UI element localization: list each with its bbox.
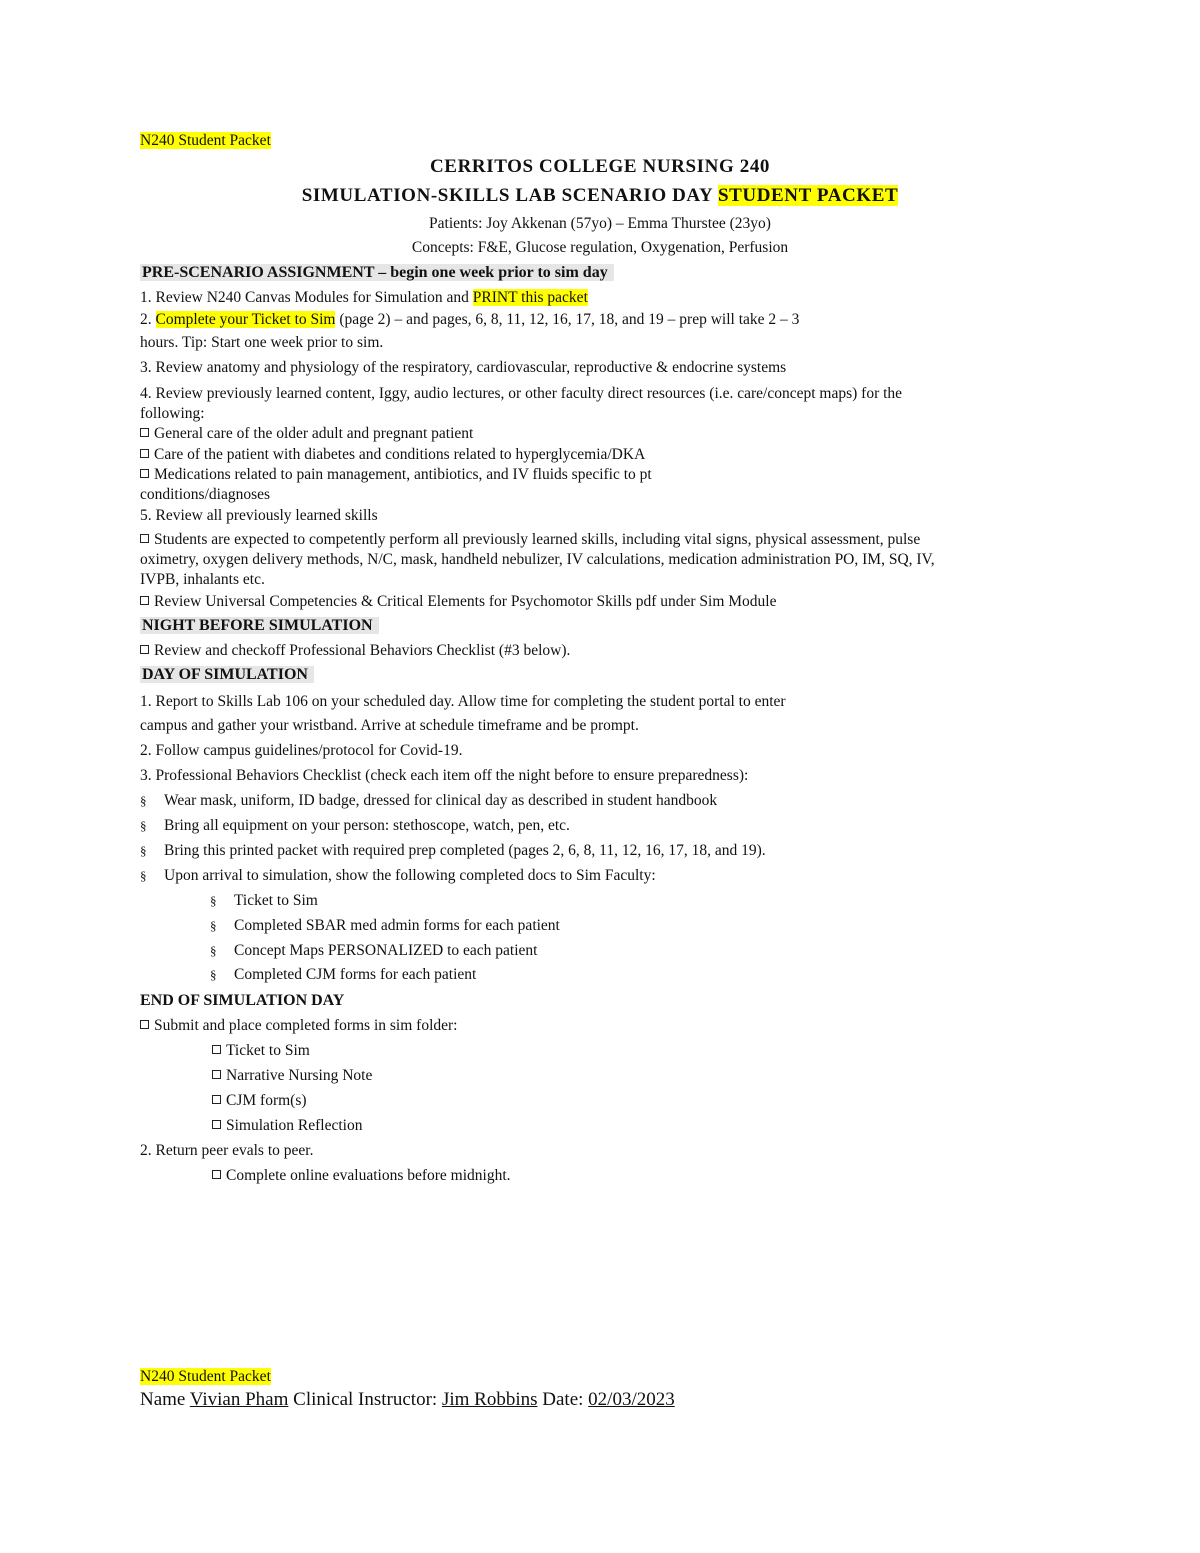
day-item-1-cont: campus and gather your wristband. Arrive at schedule timeframe and be prompt. <box>140 717 639 734</box>
checkbox-icon <box>212 1070 221 1079</box>
student-name: Vivian Pham <box>189 1389 289 1410</box>
checkbox-icon <box>140 645 149 654</box>
checkbox-subitem: Simulation Reflection <box>212 1116 362 1136</box>
checkbox-item: General care of the older adult and pregnant patient <box>140 424 473 444</box>
end-of-day-heading: END OF SIMULATION DAY <box>140 992 345 1009</box>
bullet-subitem: § Completed SBAR med admin forms for each patient <box>210 917 560 934</box>
checkbox-subitem: Narrative Nursing Note <box>212 1066 372 1086</box>
checkbox-item: Review and checkoff Professional Behaviors Checklist (#3 below). <box>140 641 570 661</box>
day-item-2: 2. Follow campus guidelines/protocol for Covid-19. <box>140 742 463 759</box>
checkbox-icon <box>140 534 149 543</box>
checkbox-subitem: Complete online evaluations before midnight. <box>212 1166 511 1186</box>
end-item-2: 2. Return peer evals to peer. <box>140 1142 314 1159</box>
bullet-item: § Bring this printed packet with required prep completed (pages 2, 6, 8, 11, 12, 16, 17, 18, and 19). <box>140 842 766 859</box>
bullet-subitem: § Concept Maps PERSONALIZED to each patient <box>210 942 538 959</box>
bullet-icon: § <box>140 793 147 808</box>
night-before-heading: NIGHT BEFORE SIMULATION <box>140 616 379 636</box>
pre-scenario-heading: PRE-SCENARIO ASSIGNMENT – begin one week prior to sim day <box>140 263 614 283</box>
patients-line: Patients: Joy Akkenan (57yo) – Emma Thurstee (23yo) <box>429 215 771 232</box>
student-info-line: Name Vivian Pham Clinical Instructor: Jim Robbins Date: 02/03/2023 <box>140 1389 675 1410</box>
footer-tag: N240 Student Packet <box>140 1368 271 1385</box>
checkbox-icon <box>140 428 149 437</box>
date-value: 02/03/2023 <box>588 1389 675 1410</box>
bullet-icon: § <box>210 918 217 933</box>
doc-title: CERRITOS COLLEGE NURSING 240 <box>429 156 771 177</box>
checkbox-icon <box>212 1170 221 1179</box>
pre-item-1: 1. Review N240 Canvas Modules for Simulation and PRINT this packet <box>140 289 588 306</box>
checkbox-item-cont: IVPB, inhalants etc. <box>140 571 265 588</box>
checkbox-icon <box>140 449 149 458</box>
header-tag: N240 Student Packet <box>140 132 271 149</box>
bullet-subitem: § Completed CJM forms for each patient <box>210 966 477 983</box>
bullet-item: § Bring all equipment on your person: stethoscope, watch, pen, etc. <box>140 817 570 834</box>
checkbox-icon <box>140 1020 149 1029</box>
checkbox-subitem: Ticket to Sim <box>212 1041 310 1061</box>
checkbox-icon <box>212 1045 221 1054</box>
pre-item-4: 4. Review previously learned content, Iggy, audio lectures, or other faculty direct resources (i.e. care/concept maps) for the <box>140 385 903 402</box>
bullet-subitem: § Ticket to Sim <box>210 892 318 909</box>
bullet-item: § Wear mask, uniform, ID badge, dressed for clinical day as described in student handbook <box>140 792 718 809</box>
checkbox-icon <box>212 1095 221 1104</box>
checkbox-item: Submit and place completed forms in sim folder: <box>140 1016 457 1036</box>
checkbox-item: Students are expected to competently perform all previously learned skills, including vital signs, physical assessment, pulse <box>140 530 920 550</box>
bullet-icon: § <box>210 943 217 958</box>
bullet-item: § Upon arrival to simulation, show the following completed docs to Sim Faculty: <box>140 867 656 884</box>
pre-item-2: 2. Complete your Ticket to Sim (page 2) – and pages, 6, 8, 11, 12, 16, 17, 18, and 19 – prep will take 2 – 3 <box>140 311 800 328</box>
checkbox-item: Review Universal Competencies & Critical Elements for Psychomotor Skills pdf under Sim Module <box>140 592 777 612</box>
pre-item-3: 3. Review anatomy and physiology of the respiratory, cardiovascular, reproductive & endocrine systems <box>140 359 787 376</box>
doc-subtitle: SIMULATION-SKILLS LAB SCENARIO DAY STUDENT PACKET <box>301 185 899 206</box>
checkbox-icon <box>140 469 149 478</box>
bullet-icon: § <box>140 818 147 833</box>
pre-item-4-cont: following: <box>140 405 205 422</box>
pre-item-2-cont: hours. Tip: Start one week prior to sim. <box>140 334 384 351</box>
instructor-name: Jim Robbins <box>441 1389 538 1410</box>
checkbox-item-cont: oximetry, oxygen delivery methods, N/C, mask, handheld nebulizer, IV calculations, medication administration PO, IM, SQ, IV, <box>140 551 935 568</box>
bullet-icon: § <box>210 893 217 908</box>
bullet-icon: § <box>210 967 217 982</box>
day-item-3: 3. Professional Behaviors Checklist (check each item off the night before to ensure preparedness): <box>140 767 749 784</box>
pre-item-5: 5. Review all previously learned skills <box>140 507 378 524</box>
day-item-1: 1. Report to Skills Lab 106 on your scheduled day. Allow time for completing the student portal to enter <box>140 693 786 710</box>
concepts-line: Concepts: F&E, Glucose regulation, Oxygenation, Perfusion <box>411 239 789 256</box>
checkbox-icon <box>140 596 149 605</box>
checkbox-subitem: CJM form(s) <box>212 1091 307 1111</box>
checkbox-icon <box>212 1120 221 1129</box>
checkbox-item-cont: conditions/diagnoses <box>140 486 271 503</box>
day-of-heading: DAY OF SIMULATION <box>140 665 314 685</box>
bullet-icon: § <box>140 868 147 883</box>
checkbox-item: Care of the patient with diabetes and conditions related to hyperglycemia/DKA <box>140 445 645 465</box>
bullet-icon: § <box>140 843 147 858</box>
checkbox-item: Medications related to pain management, antibiotics, and IV fluids specific to pt <box>140 465 652 485</box>
